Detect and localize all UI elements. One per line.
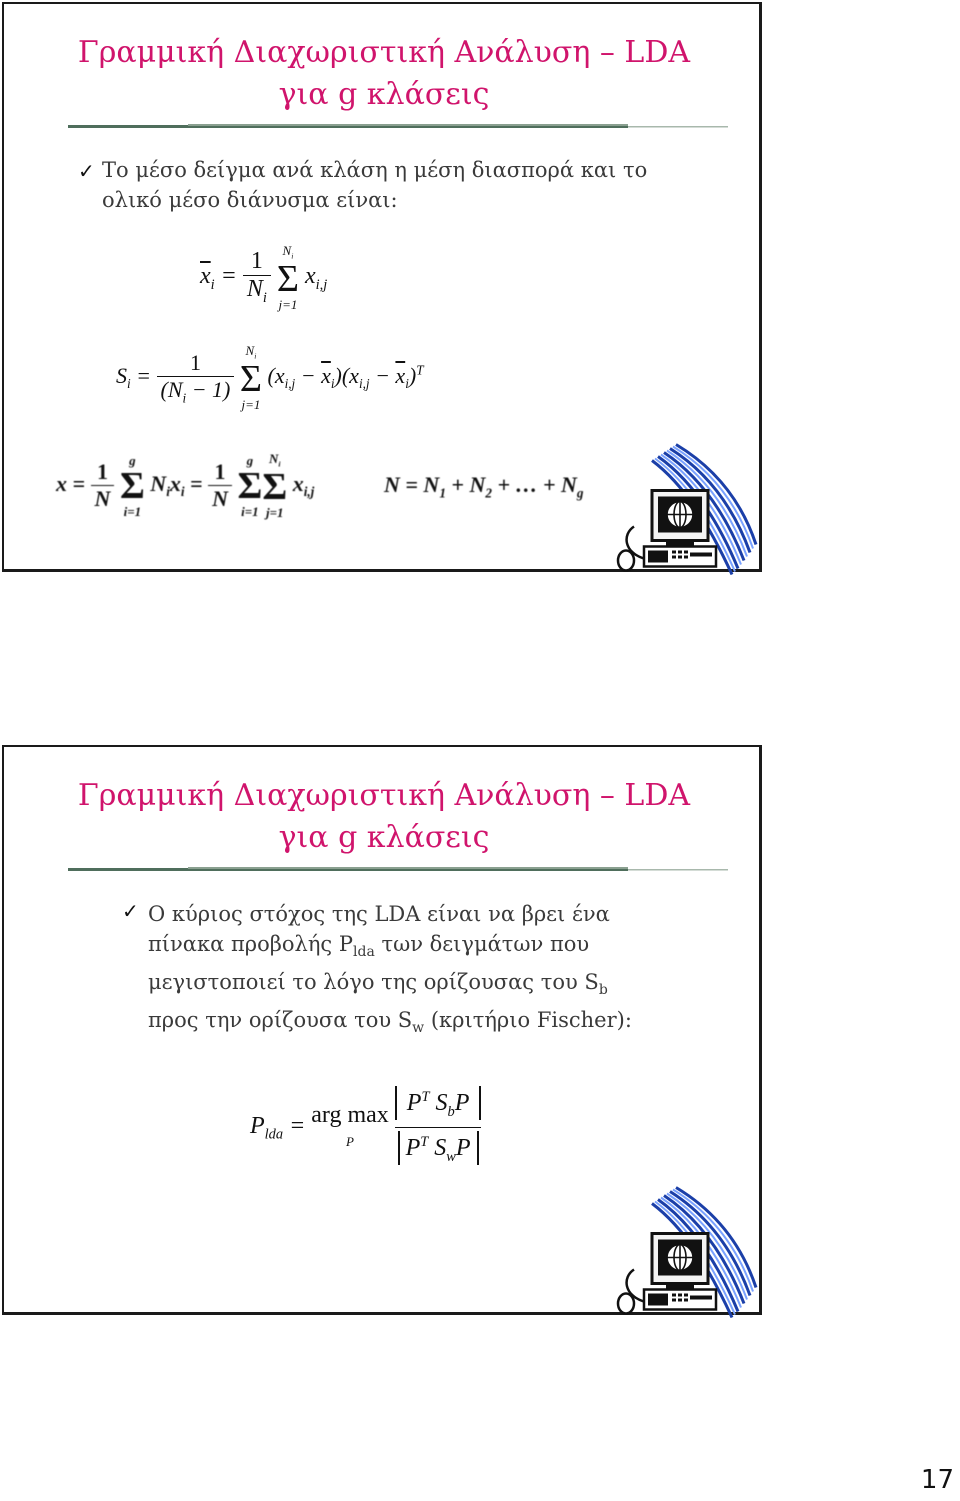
equation-class-mean: $\overline{x}_i$ = $\frac{1}{N_i}$ $N_i$ Σ j=1 $x_{i,j}$ xyxy=(200,243,328,313)
subscript-w: w xyxy=(412,1020,425,1037)
bullet-text xyxy=(102,155,647,215)
bullet-line-1: Το μέσο δείγμα ανά κλάση η μέση διασπορά και το xyxy=(102,158,648,182)
equation-total-count: $N = N_1 + N_2$ + … + $N_g$ xyxy=(384,472,584,501)
bullet-line-1: Ο κύριος στόχος της LDA είναι να βρει ένα xyxy=(148,902,610,926)
bullet-line-2-rest: των δειγμάτων που xyxy=(374,932,590,956)
bullet-line-2: ολικό μέσο διάνυσμα είναι: xyxy=(102,188,398,212)
computer-clipart-icon xyxy=(614,440,764,575)
subscript-lda: lda xyxy=(353,944,375,961)
title-line-2: για g κλάσεις xyxy=(278,820,490,855)
title-line-1: Γραμμική Διαχωριστική Ανάλυση – LDA xyxy=(77,778,691,813)
title-divider xyxy=(68,124,728,130)
slide-2 xyxy=(2,745,762,1315)
bullet-line-3 xyxy=(148,967,632,1005)
bullet-line-2 xyxy=(148,929,632,967)
bullet-line-4-rest: (κριτήριο Fischer): xyxy=(424,1008,632,1033)
title-line-2: για g κλάσεις xyxy=(278,77,490,112)
bullet-line-2-text: πίνακα προβολής P xyxy=(148,932,353,956)
title-line-1: Γραμμική Διαχωριστική Ανάλυση – LDA xyxy=(77,35,691,70)
slide-title xyxy=(4,775,764,859)
slide-1 xyxy=(2,2,762,572)
equation-total-mean: x = $\frac{1}{N}$ g Σ i=1 $N_ix_i$ = $\frac{1}{N}$ g Σ i=1 $N_i$ Σ j=1 $x_{i,j}$ xyxy=(56,451,315,521)
equation-fisher-criterion: $P_{lda}$ = arg max P $\frac{P^T S_bP}{P^T S_wP}$ xyxy=(250,1083,481,1172)
subscript-b: b xyxy=(598,982,608,999)
bullet-text xyxy=(148,899,632,1044)
checkmark-icon: ✓ xyxy=(78,159,95,183)
bullet-line-4-text: προς την ορίζουσα του S xyxy=(148,1008,413,1033)
bullet-line-3-text: μεγιστοποιεί το λόγο της ορίζουσας του S xyxy=(148,970,599,995)
slide-title xyxy=(4,32,764,116)
bullet-line-4 xyxy=(148,1005,632,1043)
page-number: 17 xyxy=(920,1465,954,1495)
equation-class-scatter: $S_i$ = $\frac{1}{(N_i - 1)}$ $N_i$ Σ j=1 $(x_{i,j} - \overline{x}_i)(x_{i,j} - \overline{x}_i)^T$ xyxy=(116,343,424,413)
title-divider xyxy=(68,867,728,873)
checkmark-icon: ✓ xyxy=(122,899,139,923)
computer-clipart-icon xyxy=(614,1183,764,1318)
